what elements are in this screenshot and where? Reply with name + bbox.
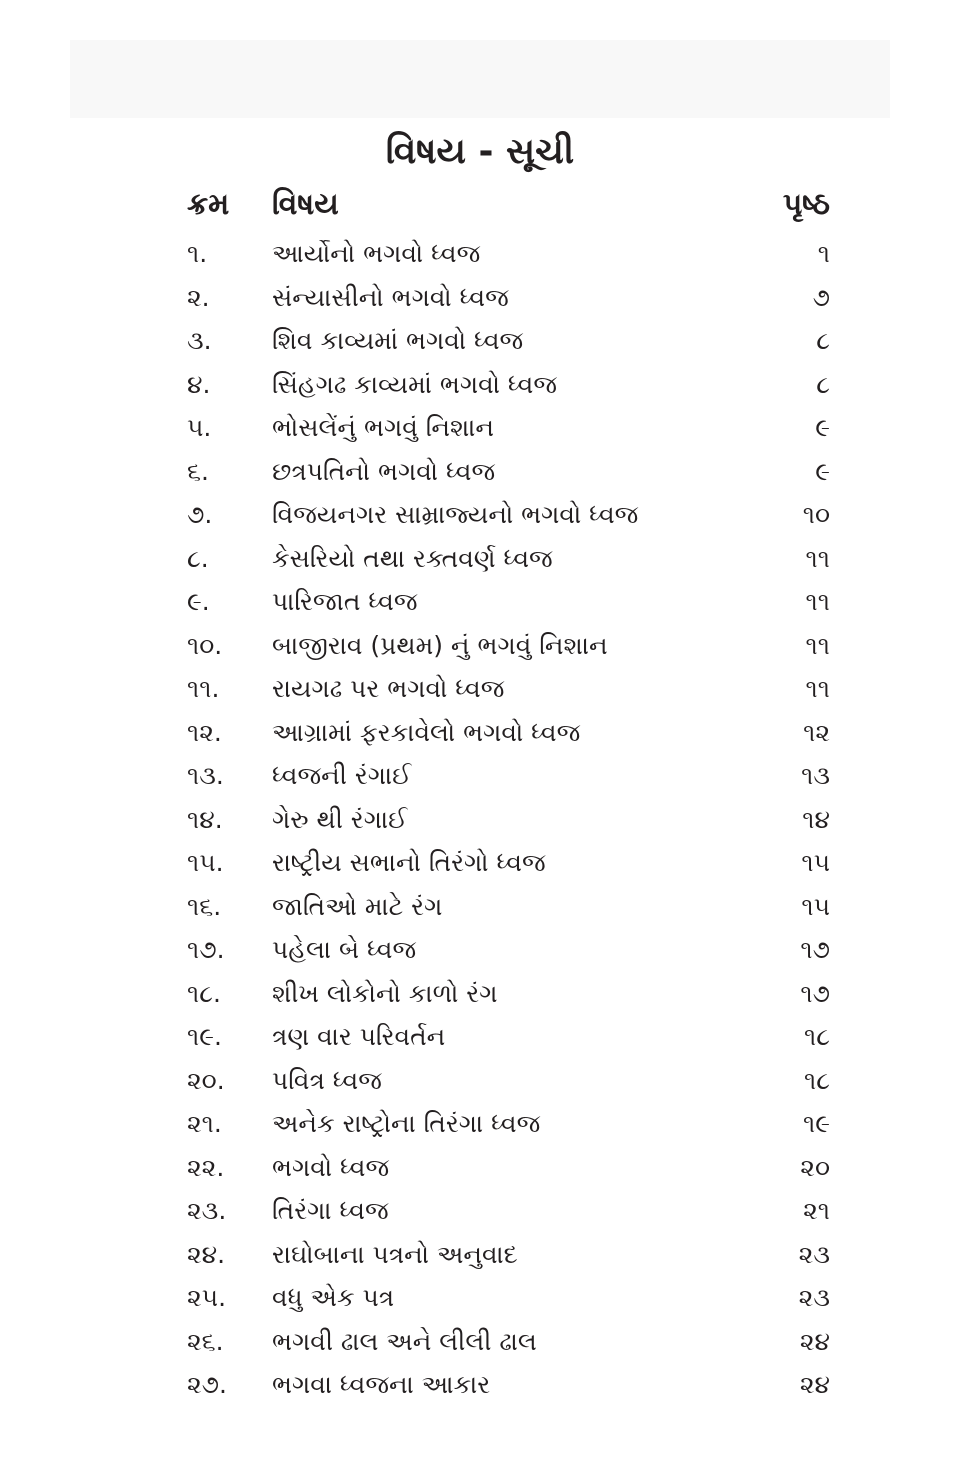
toc-row-number: ૧૯. <box>187 1022 222 1051</box>
toc-row-number: ૧૫. <box>187 848 224 877</box>
toc-row-number: ૨૫. <box>187 1283 227 1312</box>
toc-row-number: ૧૪. <box>187 804 223 834</box>
toc-row-topic: વધુ એક પત્ર <box>272 1283 395 1312</box>
toc-row-number: ૩. <box>187 326 212 355</box>
toc-row <box>0 667 960 711</box>
toc-row <box>0 1276 960 1320</box>
toc-row-topic: તિરંગા ધ્વજ <box>272 1196 389 1225</box>
toc-row-page: ૧૨ <box>803 717 830 747</box>
toc-row-number: ૨૬. <box>187 1326 224 1356</box>
toc-row-topic: અનેક રાષ્ટ્રોના તિરંગા ધ્વજ <box>272 1109 541 1138</box>
header-topic: વિષય <box>272 187 339 222</box>
toc-row <box>0 1015 960 1059</box>
toc-row-page: ૨૦ <box>800 1152 830 1182</box>
toc-row-topic: રાયગઢ પર ભગવો ધ્વજ <box>272 674 505 703</box>
toc-row-page: ૯ <box>815 456 830 486</box>
toc-row <box>0 1102 960 1146</box>
toc-row-number: ૨૪. <box>187 1239 226 1269</box>
toc-row <box>0 1059 960 1103</box>
toc-row <box>0 1320 960 1364</box>
toc-row-page: ૨૪ <box>799 1326 830 1356</box>
toc-row-page: ૧૮ <box>803 1022 830 1051</box>
toc-row <box>0 232 960 276</box>
toc-row-page: ૧૧ <box>805 630 830 660</box>
toc-row-page: ૧ <box>817 239 830 268</box>
toc-row <box>0 624 960 668</box>
toc-row-topic: ભોસલેંનું ભગવું નિશાન <box>272 413 495 442</box>
toc-row <box>0 580 960 624</box>
page-title: વિષય - સૂચી <box>385 131 575 172</box>
toc-row-number: ૨૧. <box>187 1109 222 1138</box>
toc-row-topic: પવિત્ર ધ્વજ <box>272 1065 382 1095</box>
toc-row-topic: સંન્યાસીનો ભગવો ધ્વજ <box>272 282 509 312</box>
toc-row-page: ૯ <box>815 413 830 442</box>
toc-row-page: ૧૮ <box>803 1065 830 1095</box>
toc-row-page: ૧૪ <box>802 804 830 834</box>
toc-row-topic: કેસરિયો તથા રક્તવર્ણ ધ્વજ <box>272 543 553 573</box>
toc-row <box>0 450 960 494</box>
toc-row-page: ૧૫ <box>801 891 830 921</box>
toc-row <box>0 406 960 450</box>
toc-row-page: ૧૧ <box>805 543 830 573</box>
toc-row <box>0 493 960 537</box>
toc-row-number: ૧૦. <box>187 630 223 660</box>
toc-row-topic: સિંહગઢ કાવ્યમાં ભગવો ધ્વજ <box>272 369 558 399</box>
toc-list <box>0 232 960 1407</box>
toc-row-page: ૧૩ <box>801 761 830 790</box>
toc-row-number: ૫. <box>187 413 212 442</box>
toc-row-number: ૨૭. <box>187 1370 227 1399</box>
toc-row <box>0 754 960 798</box>
toc-row-topic: છત્રપતિનો ભગવો ધ્વજ <box>272 456 496 486</box>
toc-row-number: ૨૨. <box>187 1152 225 1182</box>
toc-row-number: ૪. <box>187 369 211 399</box>
toc-row-number: ૧૮. <box>187 978 221 1008</box>
toc-row-number: ૯. <box>187 587 210 616</box>
toc-row <box>0 1189 960 1233</box>
toc-row-page: ૧૯ <box>802 1109 830 1138</box>
toc-row-number: ૧. <box>187 239 208 268</box>
toc-row <box>0 537 960 581</box>
toc-row-page: ૧૭ <box>800 935 830 964</box>
toc-row-topic: ભગવા ધ્વજના આકાર <box>272 1370 491 1399</box>
toc-row-page: ૮ <box>816 369 830 399</box>
toc-row-page: ૭ <box>812 282 830 312</box>
toc-row-topic: પારિજાત ધ્વજ <box>272 587 418 616</box>
page-header-band <box>70 40 890 118</box>
toc-row-page: ૨૪ <box>799 1370 830 1399</box>
toc-row-topic: આગ્રામાં ફરકાવેલો ભગવો ધ્વજ <box>272 717 581 747</box>
toc-row-number: ૨૦. <box>187 1065 225 1095</box>
toc-row <box>0 841 960 885</box>
toc-row-topic: ગેરુ થી રંગાઈ <box>272 804 408 834</box>
toc-row-page: ૧૧ <box>805 587 830 616</box>
toc-row-page: ૧૫ <box>801 848 830 877</box>
toc-row-topic: ભગવી ઢાલ અને લીલી ઢાલ <box>272 1326 537 1356</box>
toc-row-page: ૨૩ <box>798 1283 830 1312</box>
toc-row <box>0 928 960 972</box>
toc-row-topic: બાજીરાવ (પ્રથમ) નું ભગવું નિશાન <box>272 630 608 660</box>
toc-row-topic: વિજયનગર સામ્રાજ્યનો ભગવો ધ્વજ <box>272 500 639 529</box>
toc-row <box>0 1363 960 1407</box>
toc-row-number: ૨૩. <box>187 1196 227 1225</box>
header-number: ક્રમ <box>187 187 230 222</box>
toc-row-number: ૧૨. <box>187 717 222 747</box>
toc-row-number: ૧૬. <box>187 891 222 921</box>
toc-row-topic: ભગવો ધ્વજ <box>272 1152 390 1182</box>
header-page: પૃષ્ઠ <box>782 187 830 222</box>
toc-row <box>0 319 960 363</box>
toc-row <box>0 711 960 755</box>
toc-row <box>0 363 960 407</box>
toc-row-number: ૧૩. <box>187 761 224 790</box>
toc-row-page: ૨૩ <box>798 1239 830 1269</box>
toc-row-topic: આર્યોનો ભગવો ધ્વજ <box>272 239 481 268</box>
toc-row-topic: જાતિઓ માટે રંગ <box>272 891 443 921</box>
toc-row-topic: ત્રણ વાર પરિવર્તન <box>272 1022 446 1051</box>
toc-row <box>0 972 960 1016</box>
toc-row-topic: શીખ લોકોનો કાળો રંગ <box>272 978 498 1008</box>
toc-row-page: ૧૦ <box>802 500 830 529</box>
toc-row-page: ૨૧ <box>803 1196 830 1225</box>
toc-row-number: ૧૧. <box>187 674 220 703</box>
toc-row-page: ૧૧ <box>805 674 830 703</box>
toc-row-page: ૧૭ <box>800 978 830 1008</box>
toc-row <box>0 798 960 842</box>
toc-row-topic: ધ્વજની રંગાઈ <box>272 761 412 790</box>
toc-row-topic: શિવ કાવ્યમાં ભગવો ધ્વજ <box>272 326 524 355</box>
toc-row-topic: રાઘોબાના પત્રનો અનુવાદ <box>272 1239 518 1269</box>
toc-header-row <box>0 182 960 228</box>
toc-row-topic: રાષ્ટ્રીય સભાનો તિરંગો ધ્વજ <box>272 848 546 877</box>
toc-row-page: ૮ <box>816 326 830 355</box>
toc-row-topic: પહેલા બે ધ્વજ <box>272 935 417 964</box>
toc-row-number: ૨. <box>187 282 210 312</box>
toc-row-number: ૭. <box>187 500 213 529</box>
toc-row-number: ૬. <box>187 456 209 486</box>
toc-row-number: ૮. <box>187 543 209 573</box>
toc-row <box>0 1233 960 1277</box>
toc-row <box>0 276 960 320</box>
toc-row-number: ૧૭. <box>187 935 225 964</box>
toc-row <box>0 885 960 929</box>
toc-row <box>0 1146 960 1190</box>
